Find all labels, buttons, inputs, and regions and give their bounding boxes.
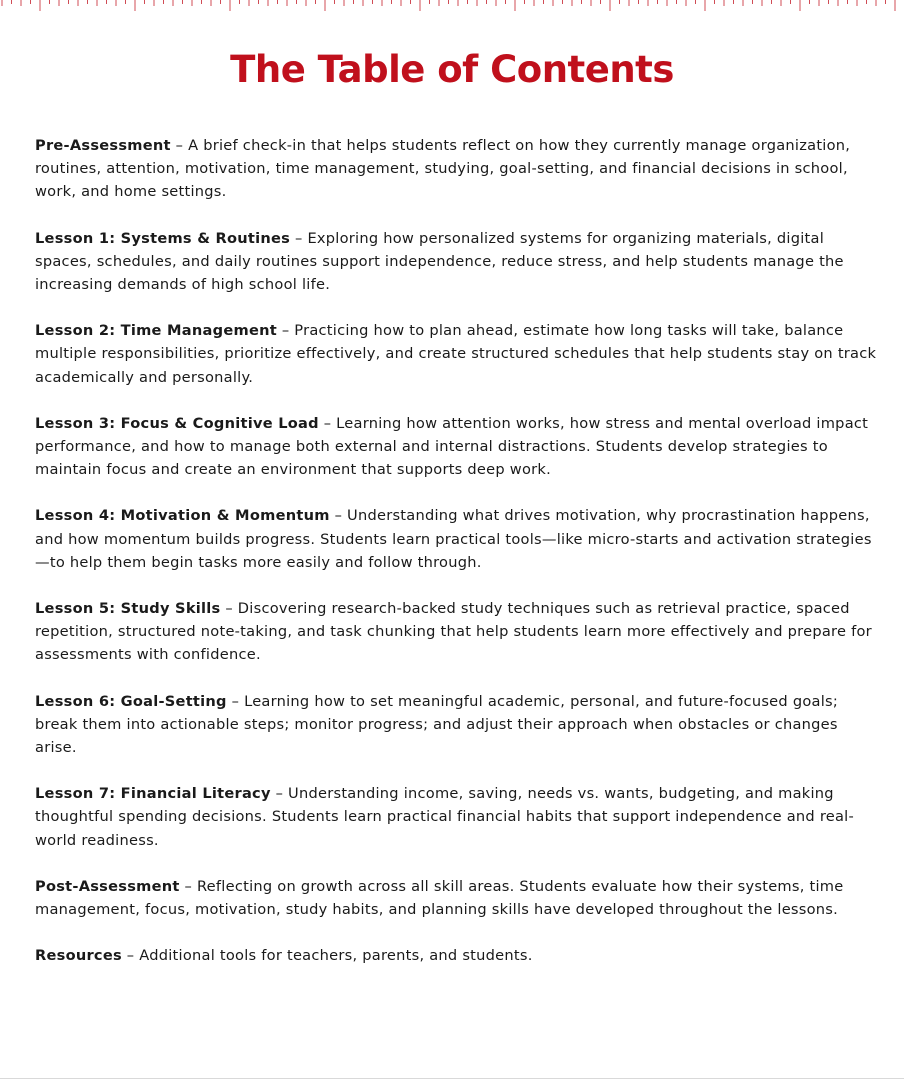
toc-entry-separator: – <box>318 414 337 432</box>
toc-entry-description: Reflecting on growth across all skill areas. Students evaluate how their systems, time management, focus, motivation, study habits, and planning skills have developed throughout the lessons. <box>35 877 844 919</box>
toc-entry-description: Understanding what drives motivation, why procrastination happens, and how momentum builds progress. Students learn practical tools—like micro-starts and activation strategies—to help them begin tasks more easily and follow through. <box>35 507 872 571</box>
toc-entry-pre-assessment <box>35 134 883 204</box>
toc-entry-label: Lesson 7: Financial Literacy <box>35 785 271 803</box>
toc-entry-label: Lesson 6: Goal-Setting <box>35 692 227 710</box>
toc-entry-label: Resources <box>35 947 122 965</box>
toc-entry-lesson-2 <box>35 319 883 389</box>
toc-entry-description: Exploring how personalized systems for organizing materials, digital spaces, schedules, and daily routines support independence, reduce stress, and help students manage the increasing demands of high school life. <box>35 229 844 294</box>
page-title: The Table of Contents <box>230 48 674 91</box>
toc-entry-separator: – <box>276 322 295 340</box>
toc-entry-label: Post-Assessment <box>35 877 180 895</box>
toc-entry-separator: – <box>170 137 189 154</box>
toc-entry-description: A brief check-in that helps students reflect on how they currently manage organization, routines, attention, motivation, time management, studying, goal-setting, and financial decisions in school, work, and home settings. <box>35 137 851 201</box>
toc-entry-post-assessment <box>35 875 883 921</box>
toc-entry-description: Learning how to set meaningful academic, personal, and future-focused goals; break them into actionable steps; monitor progress; and adjust their approach when obstacles or changes arise. <box>35 692 839 757</box>
toc-entry-label: Lesson 5: Study Skills <box>35 600 221 618</box>
toc-entry-lesson-4 <box>35 504 883 574</box>
toc-entry-lesson-1 <box>35 227 883 297</box>
toc-entry-separator: – <box>121 947 140 965</box>
toc-entry-description: Understanding income, saving, needs vs. wants, budgeting, and making thoughtful spending decisions. Students learn practical financial habits that support independence and real-world readiness. <box>35 785 854 849</box>
toc-entry-description: Practicing how to plan ahead, estimate how long tasks will take, balance multiple responsibilities, prioritize effectively, and create structured schedules that help students stay on track academically and personally. <box>35 322 877 386</box>
toc-entry-label: Lesson 3: Focus & Cognitive Load <box>35 414 319 432</box>
toc-entry-resources <box>35 944 883 967</box>
toc-entry-lesson-5 <box>35 597 883 667</box>
toc-entry-label: Lesson 1: Systems & Routines <box>35 229 291 247</box>
toc-entry-separator: – <box>329 507 348 525</box>
bottom-divider <box>0 1078 904 1079</box>
toc-entry-label: Lesson 2: Time Management <box>35 322 277 340</box>
toc-entry-lesson-3 <box>35 412 883 482</box>
toc-entry-separator: – <box>226 692 245 710</box>
toc-entry-lesson-6 <box>35 690 883 760</box>
toc-entry-separator: – <box>179 877 197 895</box>
toc-entry-lesson-7 <box>35 782 883 852</box>
toc-entry-label: Lesson 4: Motivation & Momentum <box>35 507 330 525</box>
toc-entry-separator: – <box>290 229 308 247</box>
toc-entry-label: Pre-Assessment <box>35 137 171 154</box>
toc-entry-separator: – <box>220 600 238 618</box>
page-ruler-marks <box>0 0 904 14</box>
toc-entry-description: Learning how attention works, how stress and mental overload impact performance, and how to manage both external and internal distractions. Students develop strategies to maintain focus and create an environment that supports deep work. <box>35 414 869 479</box>
toc-entry-separator: – <box>270 785 289 803</box>
toc-entry-description: Additional tools for teachers, parents, and students. <box>139 947 533 965</box>
toc-entry-description: Discovering research-backed study techniques such as retrieval practice, spaced repetition, structured note-taking, and task chunking that help students learn more effectively and prepare for assessments with confidence. <box>35 600 872 664</box>
table-of-contents <box>35 134 883 990</box>
